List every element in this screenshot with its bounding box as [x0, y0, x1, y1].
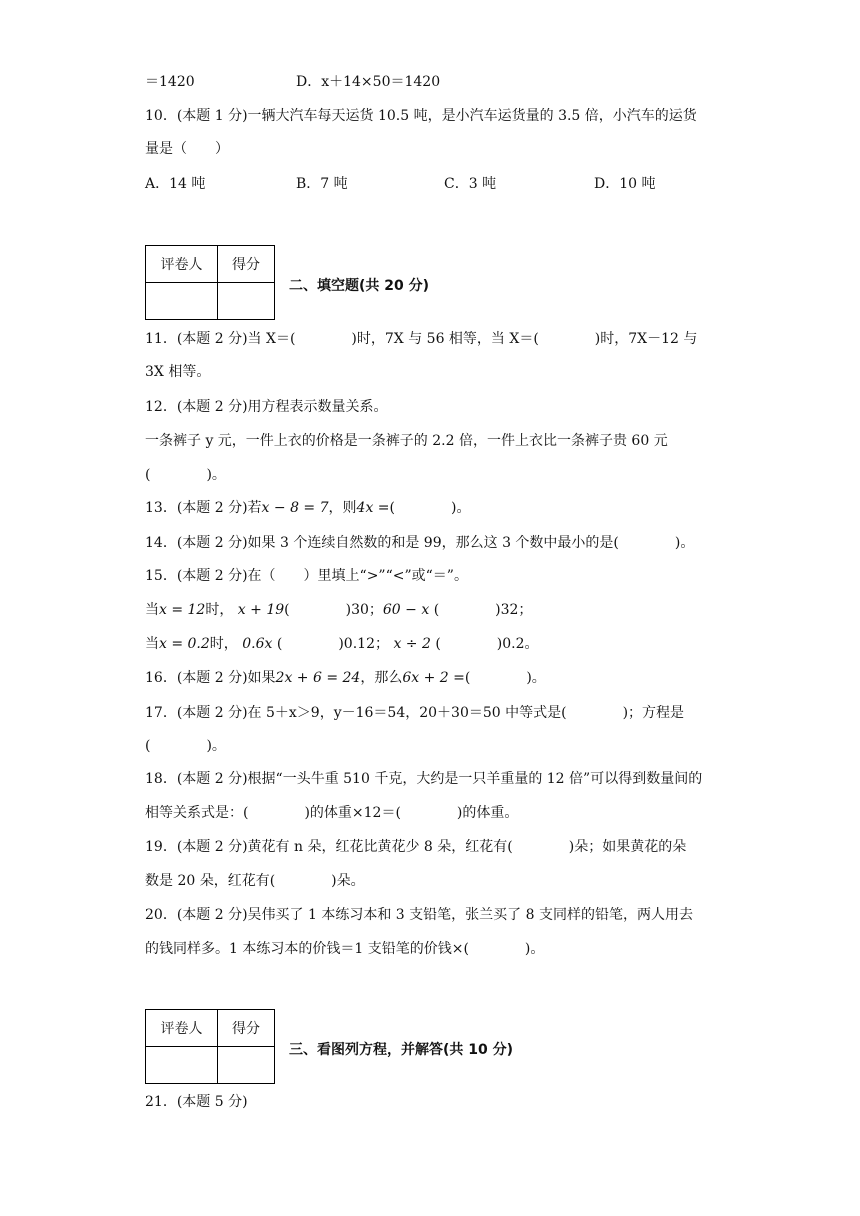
q17-line1: 17．(本题 2 分)在 5＋x＞9，y－16＝54，20＋30＝50 中等式是( )；方程是 [145, 705, 685, 721]
q13-prefix: 13．(本题 2 分)若 [145, 500, 262, 516]
q10-stem-line1: 10．(本题 1 分)一辆大汽车每天运货 10.5 吨，是小汽车运货量的 3.5 倍，小汽车的运货 [145, 108, 697, 124]
q13-expr1: x − 8 = 7 [261, 500, 329, 516]
q20-line2: 的钱同样多。1 本练习本的价钱＝1 支铅笔的价钱×( )。 [145, 941, 545, 957]
q13-mid: ，则 [328, 500, 357, 516]
q13 [145, 498, 470, 518]
q15-row2-b1: ( )0.12； [276, 636, 389, 652]
q15-row2-b2: ( )0.2。 [435, 636, 539, 652]
q10-option-c: C．3 吨 [444, 176, 497, 192]
q17-line2: ( )。 [145, 738, 226, 754]
q10-option-d: D．10 吨 [594, 176, 656, 192]
q15-row1-when: 时， [205, 602, 234, 618]
q13-suffix: ( )。 [389, 500, 471, 516]
grader-cell[interactable] [146, 1047, 218, 1084]
score-box-section3 [145, 1009, 275, 1084]
q15-row2-prefix: 当 [145, 636, 159, 652]
q10-option-a: A．14 吨 [145, 176, 206, 192]
q21-line1: 21．(本题 5 分) [145, 1094, 248, 1110]
q14-line1: 14．(本题 2 分)如果 3 个连续自然数的和是 99，那么这 3 个数中最小的是( )。 [145, 535, 695, 551]
q18-line1: 18．(本题 2 分)根据“一头牛重 510 千克，大约是一只羊重量的 12 倍”可以得到数量间的 [145, 771, 703, 787]
q12-line1: 12．(本题 2 分)用方程表示数量关系。 [145, 399, 388, 415]
q15-row2-when: 时， [209, 636, 238, 652]
section2-title: 二、填空题(共 20 分) [289, 278, 430, 294]
q10-stem-line2: 量是（ ） [145, 141, 229, 157]
q12-line2: 一条裤子 y 元，一件上衣的价格是一条裤子的 2.2 倍，一件上衣比一条裤子贵 60 元 [145, 433, 668, 449]
q9-option-c-tail: ＝1420 [145, 74, 195, 90]
q15-row1-b1: ( )30； [284, 602, 383, 618]
q20-line1: 20．(本题 2 分)吴伟买了 1 本练习本和 3 支铅笔，张兰买了 8 支同样的铅笔，两人用去 [145, 907, 693, 923]
q15-row2-cond: x = 0.2 [159, 636, 210, 652]
q15-row1-e2: 60 − x [382, 602, 430, 618]
score-cell[interactable] [218, 283, 275, 320]
score-label: 得分 [218, 1010, 275, 1047]
q19-line1: 19．(本题 2 分)黄花有 n 朵，红花比黄花少 8 朵，红花有( )朵；如果黄花的朵 [145, 839, 687, 855]
q16-prefix: 16．(本题 2 分)如果 [145, 670, 276, 686]
q15-row1-prefix: 当 [145, 602, 159, 618]
q15-line1: 15．(本题 2 分)在（ ）里填上“>”“<”或“＝”。 [145, 568, 468, 584]
q16-expr2: 6x + 2 = [402, 670, 465, 686]
q15-row1 [145, 600, 532, 620]
q18-line2: 相等关系式是：( )的体重×12＝( )的体重。 [145, 805, 519, 821]
q9-option-d: D．x＋14×50＝1420 [296, 74, 441, 90]
q16-suffix: ( )。 [464, 670, 546, 686]
q11-line2: 3X 相等。 [145, 364, 211, 380]
q15-row2 [145, 634, 539, 654]
grader-cell[interactable] [146, 283, 218, 320]
q16-mid: ，那么 [360, 670, 403, 686]
grader-label: 评卷人 [146, 1010, 218, 1047]
q16-expr1: 2x + 6 = 24 [275, 670, 361, 686]
grader-label: 评卷人 [146, 246, 218, 283]
q15-row1-b2: ( )32； [433, 602, 533, 618]
q19-line2: 数是 20 朵，红花有( )朵。 [145, 873, 365, 889]
q16 [145, 668, 546, 688]
q15-row1-e1: x + 19 [237, 602, 285, 618]
q13-expr2: 4x = [356, 500, 390, 516]
q15-row2-e1: 0.6x [242, 636, 273, 652]
section3-title: 三、看图列方程，并解答(共 10 分) [289, 1042, 514, 1058]
score-box-section2 [145, 245, 275, 320]
q15-row1-cond: x = 12 [159, 602, 206, 618]
q12-line3: ( )。 [145, 467, 226, 483]
score-label: 得分 [218, 246, 275, 283]
q15-row2-e2: x ÷ 2 [393, 636, 431, 652]
score-cell[interactable] [218, 1047, 275, 1084]
q10-option-b: B．7 吨 [296, 176, 348, 192]
q11-line1: 11．(本题 2 分)当 X＝( )时，7X 与 56 相等，当 X＝( )时，7X－12 与 [145, 331, 698, 347]
